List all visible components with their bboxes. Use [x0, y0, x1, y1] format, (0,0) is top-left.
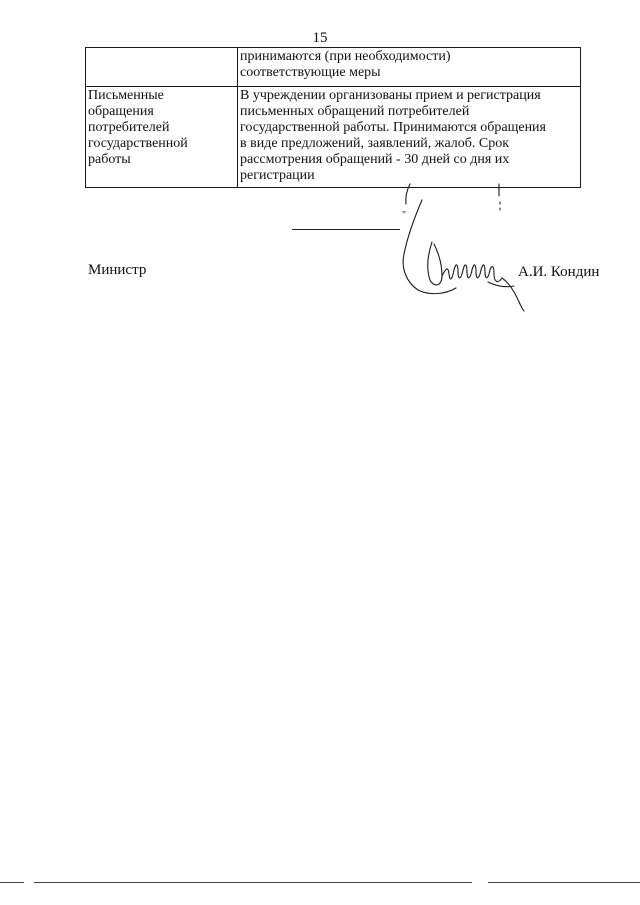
cell-line: соответствующие меры [240, 65, 381, 80]
cell-line: обращения [88, 104, 154, 119]
cell-line: письменных обращений потребителей [240, 104, 470, 119]
table-row [86, 87, 581, 188]
cell-line: государственной работы. Принимаются обращения [240, 120, 546, 135]
cell-line: государственной [88, 136, 188, 151]
cell-line: работы [88, 152, 131, 167]
table-cell-text [238, 48, 581, 87]
cell-line: Письменные [88, 88, 164, 103]
signature-line [292, 229, 400, 230]
cell-line: регистрации [240, 168, 315, 183]
page-number: 15 [312, 30, 328, 46]
cell-line: в виде предложений, заявлений, жалоб. Срок [240, 136, 510, 151]
footer-rule [488, 882, 640, 883]
table-row [86, 48, 581, 87]
cell-line: рассмотрения обращений - 30 дней со дня их [240, 152, 510, 167]
handwritten-signature [392, 182, 532, 312]
quote-mark: " [402, 210, 407, 221]
cell-line: потребителей [88, 120, 170, 135]
cell-line: В учреждении организованы прием и регистрация [240, 88, 541, 103]
table-cell-text [238, 87, 581, 188]
table-cell-label [86, 48, 238, 87]
table-cell-label [86, 87, 238, 188]
signer-position: Министр [88, 262, 147, 278]
footer-rule [0, 882, 24, 883]
signer-name: А.И. Кондин [518, 264, 600, 280]
footer-rule [34, 882, 472, 883]
cell-line: принимаются (при необходимости) [240, 49, 451, 64]
services-table [85, 47, 581, 188]
